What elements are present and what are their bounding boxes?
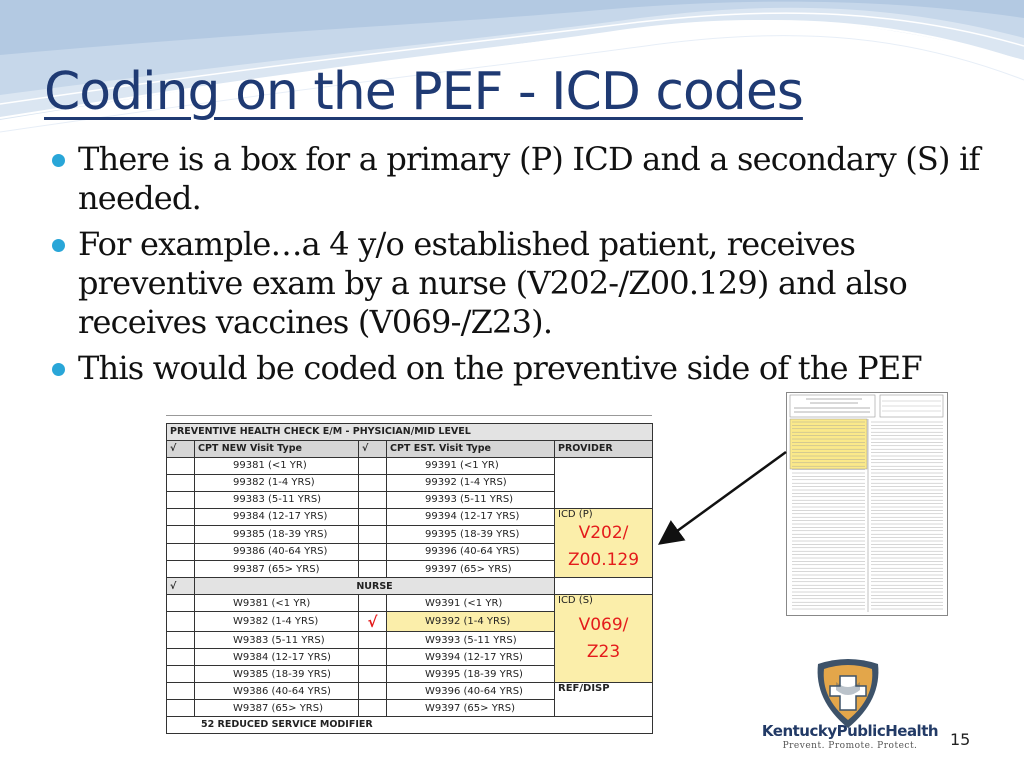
modifier-label: 52 REDUCED SERVICE MODIFIER (167, 716, 653, 733)
cpt-est-code: 99395 (18-39 YRS) (387, 526, 555, 543)
icd-primary-value-line: Z00.129 (567, 549, 640, 570)
cpt-new-code: 99382 (1-4 YRS) (195, 474, 359, 491)
bullet-list (50, 140, 980, 395)
pef-form-thumbnail (786, 392, 948, 616)
nurse-est-code: W9393 (5-11 YRS) (387, 632, 555, 649)
icd-secondary-label: ICD (S) (558, 595, 593, 607)
table-row (167, 457, 653, 474)
bullet-dot-icon (52, 363, 65, 376)
table-row (167, 683, 653, 700)
bullet-text: This would be coded on the preventive side of the PEF (78, 349, 922, 387)
cpt-est-code: 99394 (12-17 YRS) (387, 508, 555, 525)
nurse-section-row (167, 578, 653, 595)
nurse-check-mark: √ (167, 578, 195, 595)
cpt-new-code: 99387 (65> YRS) (195, 560, 359, 577)
bullet-item (50, 225, 980, 342)
section-title: PREVENTIVE HEALTH CHECK E/M - PHYSICIAN/MID LEVEL (167, 424, 653, 441)
table-row (167, 508, 653, 525)
table-header-row (167, 440, 653, 457)
icd-secondary-value (558, 612, 649, 666)
header-check-mark: √ (359, 440, 387, 457)
icd-secondary-value-line: Z23 (586, 642, 621, 663)
brand-name: KentuckyPublicHealth (761, 722, 939, 740)
bullet-dot-icon (52, 239, 65, 252)
nurse-new-code: W9381 (<1 YR) (195, 595, 359, 612)
nurse-est-code: W9396 (40-64 YRS) (387, 683, 555, 700)
cpt-est-code: 99397 (65> YRS) (387, 560, 555, 577)
cpt-new-code: 99384 (12-17 YRS) (195, 508, 359, 525)
nurse-est-code: W9395 (18-39 YRS) (387, 666, 555, 683)
cpt-est-code: 99393 (5-11 YRS) (387, 491, 555, 508)
header-cpt-est: CPT EST. Visit Type (387, 440, 555, 457)
icd-primary-value-line: V202/ (578, 522, 629, 543)
icd-primary-value (558, 520, 649, 574)
cpt-est-code: 99396 (40-64 YRS) (387, 543, 555, 560)
nurse-new-code: W9385 (18-39 YRS) (195, 666, 359, 683)
header-check-mark: √ (167, 440, 195, 457)
bullet-item (50, 349, 980, 388)
bullet-text: For example…a 4 y/o established patient, receives preventive exam by a nurse (V202-/Z00.129) and also receives vaccines (V069-/Z23). (78, 225, 907, 341)
table-section-title-row (167, 424, 653, 441)
nurse-new-code: W9382 (1-4 YRS) (195, 612, 359, 632)
icd-primary-box (555, 508, 653, 578)
cpt-new-code: 99386 (40-64 YRS) (195, 543, 359, 560)
cpt-new-code: 99385 (18-39 YRS) (195, 526, 359, 543)
nurse-est-code: W9391 (<1 YR) (387, 595, 555, 612)
nurse-new-code: W9387 (65> YRS) (195, 700, 359, 717)
slide-title: Coding on the PEF - ICD codes (44, 62, 803, 122)
nurse-new-code: W9383 (5-11 YRS) (195, 632, 359, 649)
table-row (167, 595, 653, 612)
icd-secondary-box (555, 595, 653, 683)
modifier-row (167, 716, 653, 733)
page-number: 15 (950, 730, 971, 749)
nurse-est-code: W9397 (65> YRS) (387, 700, 555, 717)
cpt-new-code: 99381 (<1 YR) (195, 457, 359, 474)
cpt-est-code: 99392 (1-4 YRS) (387, 474, 555, 491)
nurse-section-label: NURSE (195, 578, 555, 595)
provider-cell (555, 457, 653, 508)
header-cpt-new: CPT NEW Visit Type (195, 440, 359, 457)
pef-preventive-table (166, 423, 653, 734)
nurse-est-code-selected: W9392 (1-4 YRS) (387, 612, 555, 632)
nurse-est-code: W9394 (12-17 YRS) (387, 649, 555, 666)
cpt-est-code: 99391 (<1 YR) (387, 457, 555, 474)
ref-disp-cell: REF/DISP (555, 683, 653, 717)
pointer-arrow-icon (650, 440, 800, 560)
bullet-item (50, 140, 980, 218)
brand-tagline: Prevent. Promote. Protect. (782, 741, 918, 751)
nurse-new-code: W9386 (40-64 YRS) (195, 683, 359, 700)
bullet-dot-icon (52, 154, 65, 167)
header-provider: PROVIDER (555, 440, 653, 457)
icd-secondary-value-line: V069/ (578, 615, 629, 636)
kentucky-public-health-logo-icon (810, 652, 886, 732)
cpt-new-code: 99383 (5-11 YRS) (195, 491, 359, 508)
selected-checkmark: √ (359, 612, 387, 632)
nurse-new-code: W9384 (12-17 YRS) (195, 649, 359, 666)
bullet-text: There is a box for a primary (P) ICD and a secondary (S) if needed. (78, 140, 980, 217)
icd-primary-label: ICD (P) (558, 508, 593, 520)
